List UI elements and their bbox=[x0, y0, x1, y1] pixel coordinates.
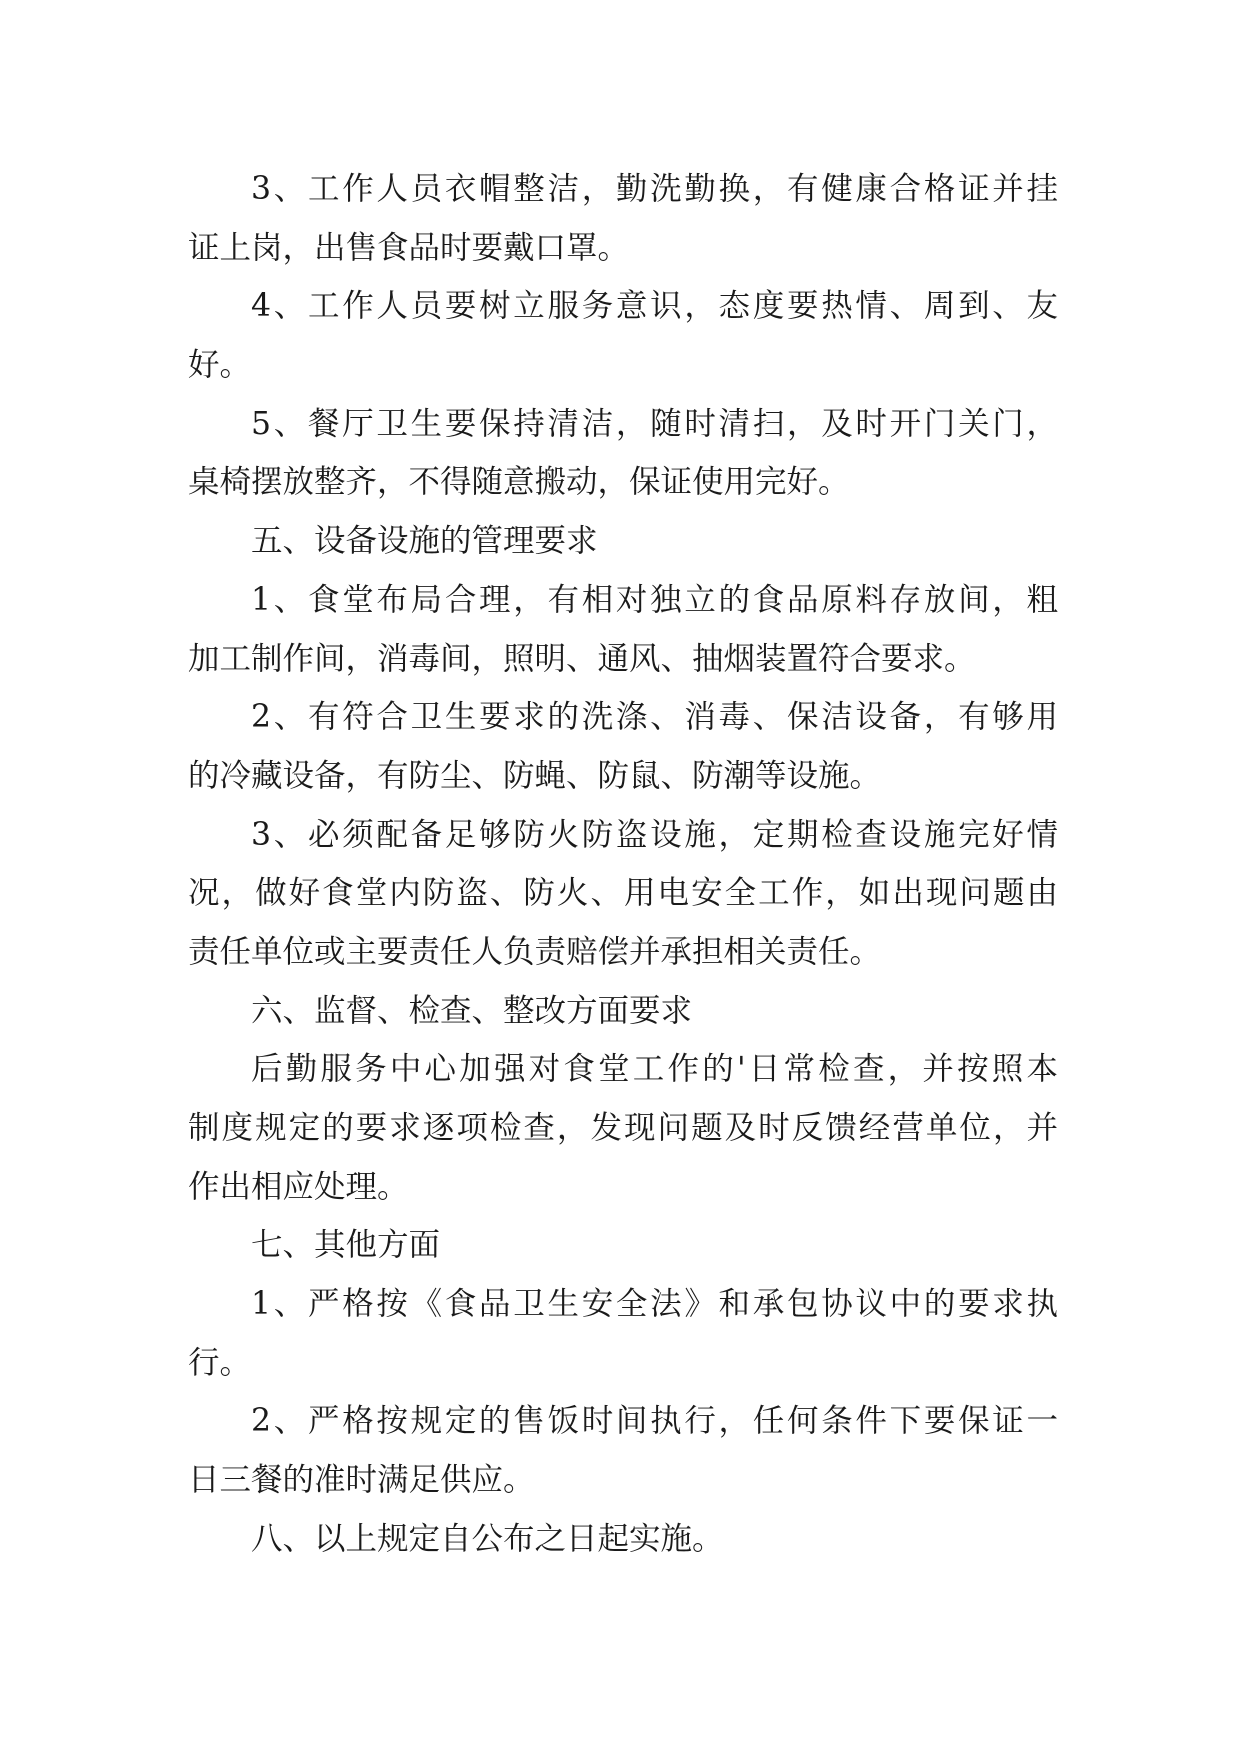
section-heading: 八、以上规定自公布之日起实施。 bbox=[251, 1520, 724, 1557]
paragraph-line: 作出相应处理。 bbox=[188, 1168, 409, 1205]
paragraph-line: 后勤服务中心加强对食堂工作的'日常检查，并按照本 bbox=[251, 1051, 1058, 1088]
section-heading: 七、其他方面 bbox=[251, 1227, 441, 1264]
paragraph-line: 制度规定的要求逐项检查，发现问题及时反馈经营单位，并 bbox=[188, 1110, 1058, 1146]
paragraph-line: 加工制作间，消毒间，照明、通风、抽烟装置符合要求。 bbox=[188, 640, 976, 677]
section-heading: 五、设备设施的管理要求 bbox=[251, 523, 598, 560]
paragraph-line: 证上岗，出售食品时要戴口罩。 bbox=[188, 229, 630, 266]
paragraph-line: 的冷藏设备，有防尘、防蝇、防鼠、防潮等设施。 bbox=[188, 757, 882, 794]
paragraph-line: 2、严格按规定的售饭时间执行，任何条件下要保证一 bbox=[251, 1403, 1058, 1440]
paragraph-line: 4、工作人员要树立服务意识，态度要热情、周到、友 bbox=[251, 288, 1058, 325]
paragraph-line: 行。 bbox=[188, 1344, 252, 1381]
paragraph-line: 责任单位或主要责任人负责赔偿并承担相关责任。 bbox=[188, 933, 882, 970]
section-heading: 六、监督、检查、整改方面要求 bbox=[251, 992, 693, 1029]
paragraph-line: 桌椅摆放整齐，不得随意搬动，保证使用完好。 bbox=[188, 464, 850, 501]
paragraph-line: 况，做好食堂内防盗、防火、用电安全工作，如出现问题由 bbox=[188, 875, 1058, 912]
paragraph-line: 好。 bbox=[188, 347, 252, 384]
document-body bbox=[188, 160, 1058, 1569]
paragraph-line: 1、严格按《食品卫生安全法》和承包协议中的要求执 bbox=[251, 1286, 1058, 1323]
paragraph-line: 2、有符合卫生要求的洗涤、消毒、保洁设备，有够用 bbox=[251, 699, 1058, 736]
paragraph-line: 3、必须配备足够防火防盗设施，定期检查设施完好情 bbox=[251, 816, 1058, 853]
paragraph-line: 日三餐的准时满足供应。 bbox=[188, 1462, 535, 1499]
paragraph-line: 3、工作人员衣帽整洁，勤洗勤换，有健康合格证并挂 bbox=[251, 171, 1058, 207]
paragraph-line: 1、食堂布局合理，有相对独立的食品原料存放间，粗 bbox=[251, 581, 1058, 618]
paragraph-line: 5、餐厅卫生要保持清洁，随时清扫，及时开门关门， bbox=[251, 405, 1058, 442]
